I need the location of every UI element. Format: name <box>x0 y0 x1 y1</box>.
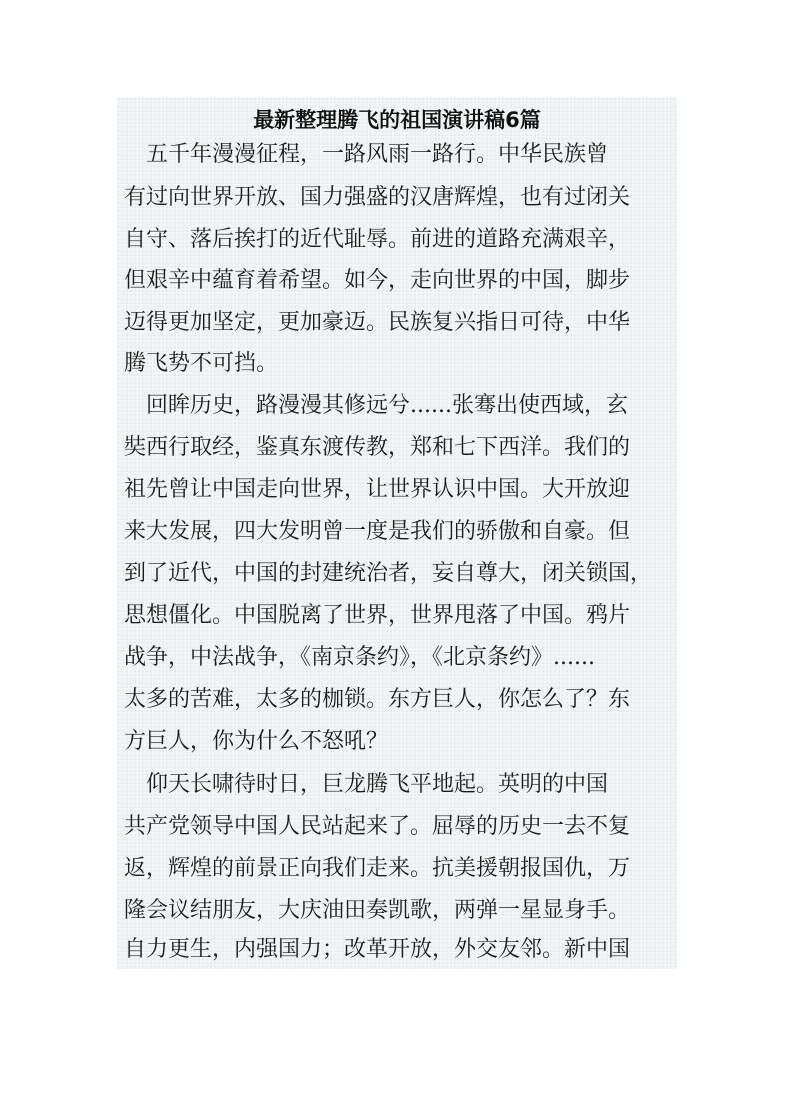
text-line: 共产党领导中国人民站起来了。屈辱的历史一去不复 <box>124 814 631 839</box>
text-line: 仰天长啸待时日，巨龙腾飞平地起。英明的中国 <box>124 772 609 797</box>
text-line: 到了近代，中国的封建统治者，妄自尊大，闭关锁国， <box>124 561 653 586</box>
text-line: 战争，中法战争，《南京条约》，《北京条约》...... <box>124 645 595 670</box>
text-line: 奘西行取经，鉴真东渡传教，郑和七下西洋。我们的 <box>124 435 631 460</box>
document-page <box>117 97 677 969</box>
text-line: 迈得更加坚定，更加豪迈。民族复兴指日可待，中华 <box>124 310 631 335</box>
text-line: 祖先曾让中国走向世界，让世界认识中国。大开放迎 <box>124 477 631 502</box>
text-line: 太多的苦难，太多的枷锁。东方巨人，你怎么了？东 <box>124 687 631 712</box>
text-line: 有过向世界开放、国力强盛的汉唐辉煌，也有过闭关 <box>124 185 631 210</box>
text-line: 方巨人，你为什么不怒吼？ <box>124 729 389 754</box>
text-line: 来大发展，四大发明曾一度是我们的骄傲和自豪。但 <box>124 519 631 544</box>
text-line: 返，辉煌的前景正向我们走来。抗美援朝报国仇，万 <box>124 856 631 881</box>
document-title: 最新整理腾飞的祖国演讲稿6篇 <box>253 108 541 132</box>
text-line: 自守、落后挨打的近代耻辱。前进的道路充满艰辛， <box>124 227 631 252</box>
text-line: 腾飞势不可挡。 <box>124 351 279 376</box>
text-line: 但艰辛中蕴育着希望。如今，走向世界的中国，脚步 <box>124 268 631 293</box>
text-line: 思想僵化。中国脱离了世界，世界甩落了中国。鸦片 <box>124 603 631 628</box>
text-line: 隆会议结朋友，大庆油田奏凯歌，两弹一星显身手。 <box>124 898 631 923</box>
text-line: 回眸历史，路漫漫其修远兮......张骞出使西域，玄 <box>124 393 628 418</box>
text-line: 五千年漫漫征程，一路风雨一路行。中华民族曾 <box>124 142 609 167</box>
text-line: 自力更生，内强国力；改革开放，外交友邻。新中国 <box>124 937 631 962</box>
